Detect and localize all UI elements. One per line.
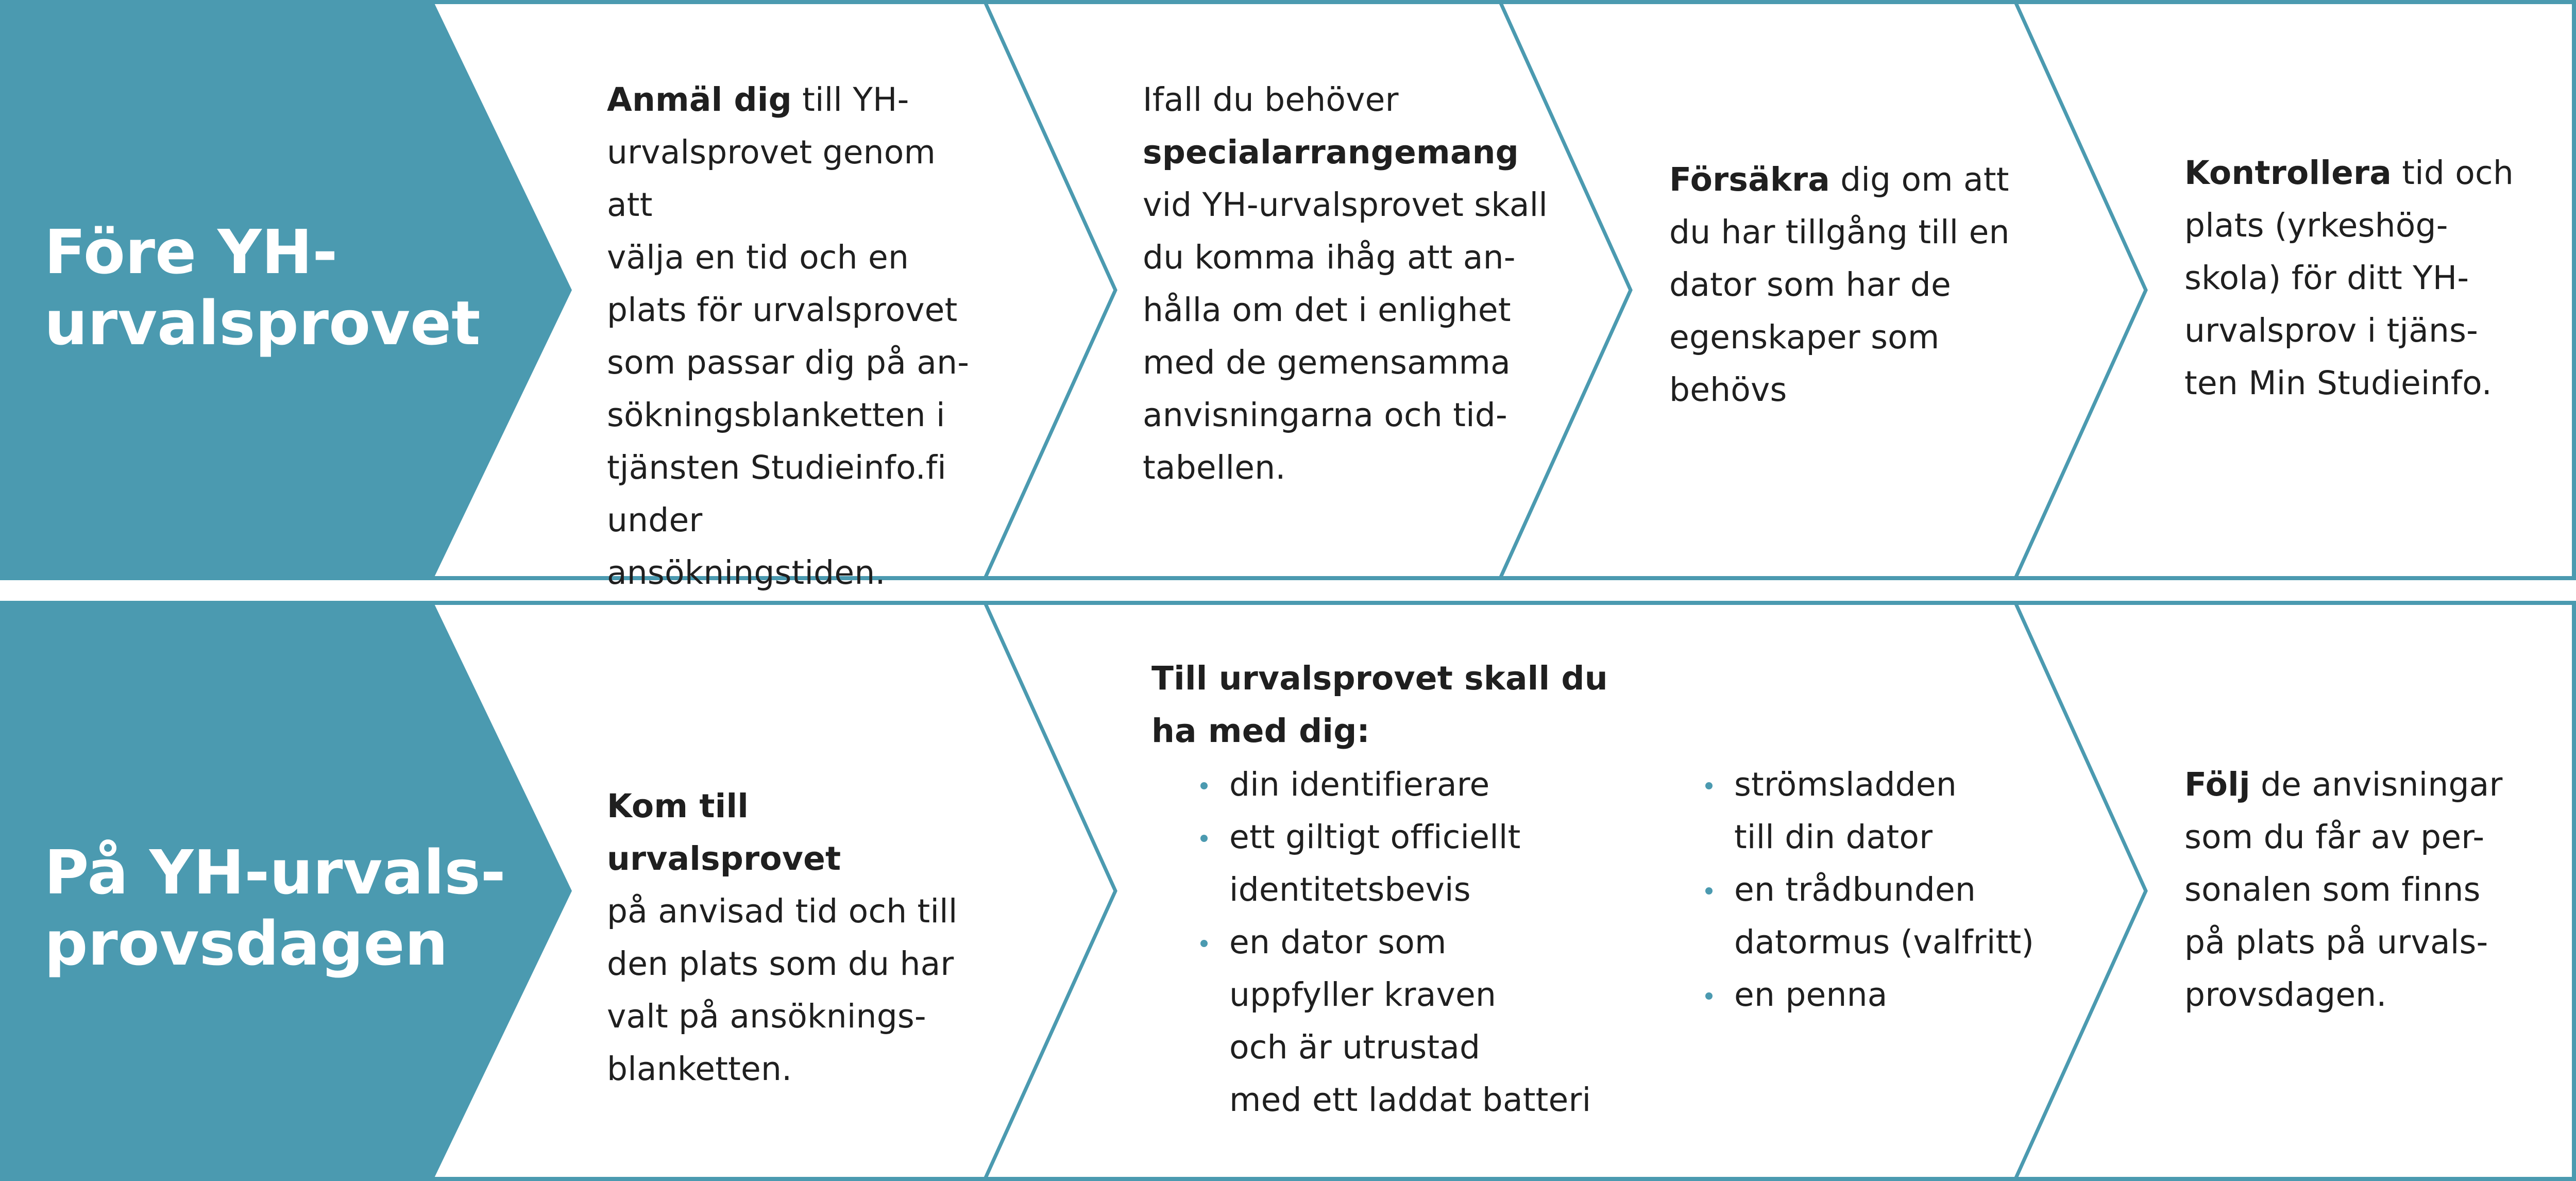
row1-title xyxy=(44,216,481,359)
list-item-line: strömsladden xyxy=(1734,766,1957,803)
row2-step2-heading-line: Till urvalsprovet skall du xyxy=(1151,660,1608,697)
row1-step2-line: du komma ihåg att an- xyxy=(1143,239,1516,276)
list-item-line: datormus (valfritt) xyxy=(1734,923,2035,961)
row1-step4-bold: Kontrollera xyxy=(2184,154,2392,192)
list-item-line: en penna xyxy=(1734,976,1888,1014)
row1-step4-line: ten Min Studieinfo. xyxy=(2184,364,2492,402)
row2-title-line: provsdagen xyxy=(44,908,448,979)
row1-step3-bold: Försäkra xyxy=(1669,161,1830,198)
list-item xyxy=(1178,916,1600,1126)
list-item-line: ett giltigt officiellt xyxy=(1229,818,1521,856)
list-item-line: din identifierare xyxy=(1229,766,1490,803)
row1-step3-line: dator som har de xyxy=(1669,266,1951,303)
row1-step2-first: Ifall du behöver xyxy=(1143,81,1399,119)
row1-step2-line: hålla om det i enlighet xyxy=(1143,291,1511,329)
row2-step2-list-b xyxy=(1683,758,2043,1021)
list-item-line: en dator som xyxy=(1229,923,1447,961)
row1-step1-line: plats för urvalsprovet xyxy=(607,291,958,329)
row1-step3-line: du har tillgång till en xyxy=(1669,213,2010,251)
row2-step1-line: den plats som du har xyxy=(607,945,954,983)
row1-step4-line: skola) för ditt YH- xyxy=(2184,259,2469,297)
row1-step3-first: dig om att xyxy=(1829,161,2009,198)
row1-step4-line: plats (yrkeshög- xyxy=(2184,207,2448,244)
row2-step2-list-a xyxy=(1178,758,1600,1126)
row2-title-line: På YH-urvals- xyxy=(44,837,506,908)
row2-title xyxy=(44,837,506,979)
row2-step2-heading xyxy=(1151,652,1615,757)
row2-step1-line: valt på ansöknings- xyxy=(607,998,926,1035)
list-item-line: till din dator xyxy=(1734,818,1933,856)
list-item xyxy=(1683,864,2043,969)
row1-step3-line: behövs xyxy=(1669,371,1787,409)
row1-step4-first: tid och xyxy=(2392,154,2514,192)
list-item xyxy=(1683,969,2043,1021)
row2-step3-line: provsdagen. xyxy=(2184,976,2387,1014)
row2-step1-line: blanketten. xyxy=(607,1050,792,1088)
row2-step3-text xyxy=(2184,758,2566,1021)
row1-step1-line: under ansökningstiden. xyxy=(607,501,886,592)
row1-step1-first: till YH- xyxy=(791,81,909,119)
row1-step1-line: tjänsten Studieinfo.fi xyxy=(607,449,947,486)
row1-step1-line: välja en tid och en xyxy=(607,239,909,276)
row1-step2-line: vid YH-urvalsprovet skall xyxy=(1143,186,1548,224)
row1-step1-line: urvalsprovet genom att xyxy=(607,133,936,224)
row2-step3-line: som du får av per- xyxy=(2184,818,2485,856)
list-item-line: med ett laddat batteri xyxy=(1229,1081,1591,1119)
list-item xyxy=(1683,758,2043,864)
row1-step2-bold: specialarrangemang xyxy=(1143,133,1519,171)
row1-step1-line: som passar dig på an- xyxy=(607,344,970,381)
row1-step3-text xyxy=(1669,154,2050,416)
row2-step3-bold: Följ xyxy=(2184,766,2250,803)
row2-step3-line: sonalen som finns xyxy=(2184,871,2481,908)
row1-step1-text xyxy=(607,74,988,599)
row1-step2-line: anvisningarna och tid- xyxy=(1143,396,1507,434)
row2-step3-first: de anvisningar xyxy=(2250,766,2503,803)
row1-step4-text xyxy=(2184,147,2566,410)
list-item-line: en trådbunden xyxy=(1734,871,1976,908)
row2-step1-text xyxy=(607,780,988,1095)
row2-step3-line: på plats på urvals- xyxy=(2184,923,2488,961)
list-item xyxy=(1178,758,1600,811)
list-item-line: identitetsbevis xyxy=(1229,871,1471,908)
row1-step2-text xyxy=(1143,74,1575,494)
list-item-line: och är utrustad xyxy=(1229,1028,1481,1066)
row2-step2-heading-line: ha med dig: xyxy=(1151,712,1370,750)
row1-step3-line: egenskaper som xyxy=(1669,318,1940,356)
row1-title-line: urvalsprovet xyxy=(44,288,481,359)
row1-step1-line: sökningsblanketten i xyxy=(607,396,945,434)
list-item xyxy=(1178,811,1600,916)
row1-step4-line: urvalsprov i tjäns- xyxy=(2184,312,2479,349)
row1-step2-line: med de gemensamma xyxy=(1143,344,1511,381)
row1-step2-line: tabellen. xyxy=(1143,449,1286,486)
row1-step1-bold: Anmäl dig xyxy=(607,81,792,119)
row2-step1-bold: Kom till urvalsprovet xyxy=(607,787,841,878)
row1-title-line: Före YH- xyxy=(44,216,338,288)
list-item-line: uppfyller kraven xyxy=(1229,976,1497,1014)
row2-step1-line: på anvisad tid och till xyxy=(607,892,958,930)
